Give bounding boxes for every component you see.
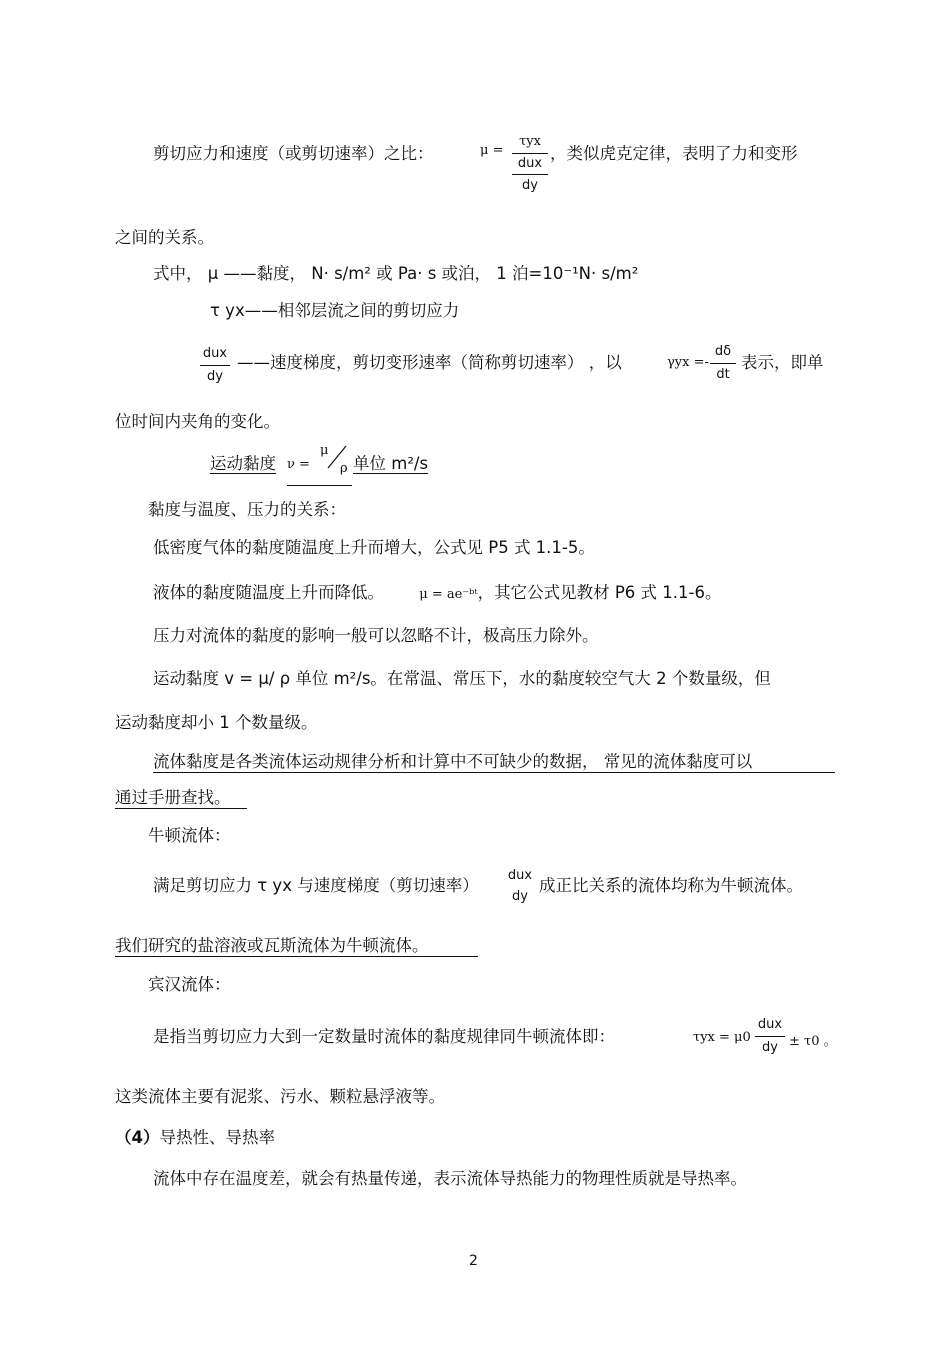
text-shear-stress-def: τ yx——相邻层流之间的剪切应力 xyxy=(210,301,460,320)
formula-nu-mu: μ xyxy=(320,443,329,458)
text-newtonian-def-a: 满足剪切应力 τ yx 与速度梯度（剪切速率） xyxy=(153,876,479,895)
text-bingham-def: 是指当剪切应力大到一定数量时流体的黏度规律同牛顿流体即： xyxy=(153,1027,615,1046)
text-salt-solution: 我们研究的盐溶液或瓦斯流体为牛顿流体。 xyxy=(115,936,429,955)
heading-thermal-conductivity xyxy=(115,1126,275,1150)
underline-l14 xyxy=(153,772,835,773)
text-kinematic-unit: 单位 m²/s xyxy=(353,454,429,473)
heading-number: （4） xyxy=(115,1128,160,1147)
formula-mu-fraction xyxy=(512,133,548,197)
text-hooke-analogy: ，类似虎克定律，表明了力和变形 xyxy=(550,144,798,163)
formula-mu-num: τyx xyxy=(512,133,548,154)
text-angle-change: 位时间内夹角的变化。 xyxy=(115,412,280,431)
formula-newton-den: dy xyxy=(512,889,528,904)
formula-ae: μ = ae⁻ᵇᵗ xyxy=(419,587,478,602)
formula-gamma: γyx =- xyxy=(667,355,709,370)
heading-viscosity-temp-pressure: 黏度与温度、压力的关系： xyxy=(148,500,346,519)
text-liquid-viscosity-a: 液体的黏度随温度上升而降低。 xyxy=(153,583,384,602)
text-velocity-gradient: ——速度梯度，剪切变形速率（简称剪切速率） ，以 xyxy=(237,353,622,372)
formula-bingham-fraction xyxy=(755,1016,785,1059)
formula-mu-den1: dux xyxy=(512,154,548,175)
text-kinematic-viscosity-label: 运动黏度 xyxy=(210,454,276,473)
formula-bingham-lhs: τyx = μ0 xyxy=(693,1030,751,1045)
text-means-unit: 表示，即单 xyxy=(741,353,824,372)
text-liquid-viscosity xyxy=(153,581,721,607)
text-kinematic-compare: 运动黏度 v = μ/ ρ 单位 m²/s。在常温、常压下，水的黏度较空气大 2 个数量级，但 xyxy=(153,669,771,688)
formula-mu-lhs: μ = xyxy=(480,143,504,158)
formula-bingham-num: dux xyxy=(755,1016,785,1037)
text-thermal-conductivity-def: 流体中存在温度差，就会有热量传递，表示流体导热能力的物理性质就是导热率。 xyxy=(153,1169,747,1188)
text-pressure-effect: 压力对流体的黏度的影响一般可以忽略不计，极高压力除外。 xyxy=(153,626,599,645)
formula-dux: dux xyxy=(200,345,230,366)
formula-nu: ν = xyxy=(287,457,310,472)
formula-bingham-rhs: ± τ0 。 xyxy=(789,1034,837,1049)
paragraph-shear-ratio xyxy=(153,142,434,166)
heading-newtonian-fluid: 牛顿流体： xyxy=(148,826,231,845)
formula-dux-dy xyxy=(200,345,230,388)
text-liquid-viscosity-b: ，其它公式见教材 P6 式 1.1-6。 xyxy=(477,583,722,602)
text-handbook-lookup: 通过手册查找。 xyxy=(115,788,231,807)
underline-l15 xyxy=(115,808,247,809)
text-relation: 之间的关系。 xyxy=(115,228,214,247)
formula-dy: dy xyxy=(207,369,223,384)
formula-ddelta-dt xyxy=(710,343,736,386)
page-number: 2 xyxy=(469,1253,478,1269)
formula-nu-rho: ρ xyxy=(340,461,348,476)
formula-dt: dt xyxy=(716,367,730,382)
formula-ddelta: dδ xyxy=(710,343,736,364)
text-bingham-examples: 这类流体主要有泥浆、污水、颗粒悬浮液等。 xyxy=(115,1087,445,1106)
heading-title: 导热性、导热率 xyxy=(159,1128,275,1147)
underline-nu xyxy=(287,485,352,486)
formula-newton-fraction xyxy=(505,866,535,908)
text-order-magnitude: 运动黏度却小 1 个数量级。 xyxy=(115,713,318,732)
heading-bingham-fluid: 宾汉流体： xyxy=(148,975,231,994)
text-viscosity-data-important: 流体黏度是各类流体运动规律分析和计算中不可缺少的数据， 常见的流体黏度可以 xyxy=(153,752,753,771)
text-shear-ratio: 剪切应力和速度（或剪切速率）之比： xyxy=(153,144,434,163)
formula-mu-den2: dy xyxy=(522,178,538,193)
underline-l18 xyxy=(115,956,478,957)
text-viscosity-units: 式中， μ ——黏度， N· s/m² 或 Pa· s 或泊， 1 泊=10⁻¹N· s/m² xyxy=(153,264,639,283)
formula-bingham-den: dy xyxy=(762,1040,778,1055)
formula-newton-num: dux xyxy=(507,868,533,883)
text-newtonian-def-b: 成正比关系的流体均称为牛顿流体。 xyxy=(539,876,803,895)
text-gas-viscosity: 低密度气体的黏度随温度上升而增大，公式见 P5 式 1.1-5。 xyxy=(153,538,595,557)
